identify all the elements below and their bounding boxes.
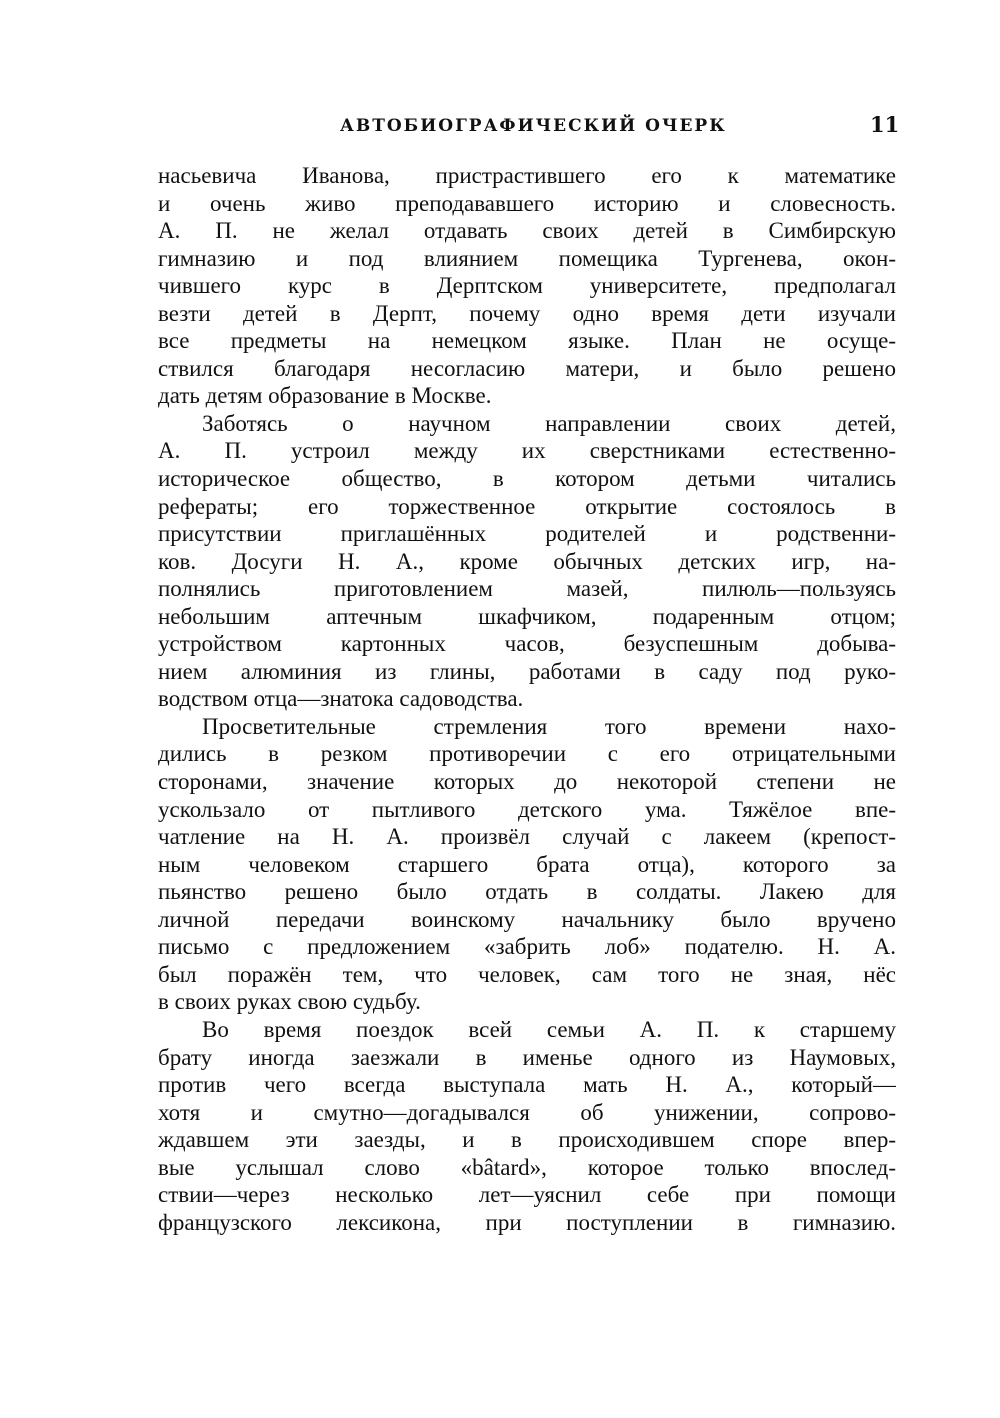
text-line: рефераты; его торжественное открытие состоялось в [158, 493, 896, 519]
text-line: в своих руках свою судьбу. [158, 989, 421, 1015]
text-line: брату иногда заезжали в именье одного из Наумовых, [158, 1044, 896, 1070]
text-line: дать детям образование в Москве. [158, 383, 492, 409]
text-line: сторонами, значение которых до некоторой степени не [158, 769, 896, 795]
text-line: ускользало от пытливого детского ума. Тяжёлое впе- [158, 796, 896, 822]
text-line: ков. Досуги Н. А., кроме обычных детских игр, на- [158, 548, 896, 574]
text-line: был поражён тем, что человек, сам того не зная, нёс [158, 961, 896, 987]
text-line: пьянство решено было отдать в солдаты. Лакею для [158, 879, 896, 905]
text-line: и очень живо преподававшего историю и словесность. [158, 190, 896, 216]
text-line: ным человеком старшего брата отца), которого за [158, 851, 896, 877]
text-line: гимназию и под влиянием помещика Тургенева, окон- [158, 245, 896, 271]
text-line: насьевича Иванова, пристрастившего его к математике [158, 163, 896, 188]
text-line: ствился благодаря несогласию матери, и было решено [158, 355, 896, 381]
text-line: хотя и смутно—догадывался об унижении, сопрово- [158, 1099, 896, 1125]
text-line: дились в резком противоречии с его отрицательными [158, 741, 896, 767]
text-line: вые услышал слово «bâtard», которое только впослед- [158, 1154, 896, 1180]
page-number: 11 [870, 112, 900, 137]
body-text [158, 162, 896, 1236]
text-line: историческое общество, в котором детьми читались [158, 466, 896, 492]
text-line: ствии—через несколько лет—уяснил себе при помощи [158, 1182, 896, 1208]
text-line: водством отца—знатока садоводства. [158, 686, 524, 712]
text-line: А. П. устроил между их сверстниками естественно- [158, 438, 896, 464]
text-line: все предметы на немецком языке. План не осуще- [158, 328, 896, 354]
text-line: нием алюминия из глины, работами в саду под руко- [158, 658, 896, 684]
text-line: полнялись приготовлением мазей, пилюль—пользуясь [158, 576, 896, 602]
text-line: Заботясь о научном направлении своих детей, [202, 410, 896, 436]
text-line: чившего курс в Дерптском университете, предполагал [158, 273, 896, 299]
text-line: Просветительные стремления того времени нахо- [202, 713, 896, 739]
text-line: устройством картонных часов, безуспешным добыва- [158, 631, 896, 657]
text-line: А. П. не желал отдавать своих детей в Симбирскую [158, 218, 896, 244]
text-line: присутствии приглашённых родителей и родственни- [158, 521, 896, 547]
text-line: ждавшем эти заезды, и в происходившем споре впер- [158, 1127, 896, 1153]
text-line: против чего всегда выступала мать Н. А., который— [158, 1072, 896, 1098]
text-line: чатление на Н. А. произвёл случай с лакеем (крепост- [158, 824, 896, 850]
text-line: французского лексикона, при поступлении в гимназию. [158, 1209, 896, 1235]
text-line: личной передачи воинскому начальнику было вручено [158, 906, 896, 932]
text-line: Во время поездок всей семьи А. П. к старшему [202, 1016, 896, 1042]
text-line: письмо с предложением «забрить лоб» подателю. Н. А. [158, 934, 896, 960]
text-line: небольшим аптечным шкафчиком, подаренным отцом; [158, 603, 896, 629]
text-line: везти детей в Дерпт, почему одно время дети изучали [158, 300, 896, 326]
running-title: АВТОБИОГРАФИЧЕСКИЙ ОЧЕРК [340, 116, 727, 136]
